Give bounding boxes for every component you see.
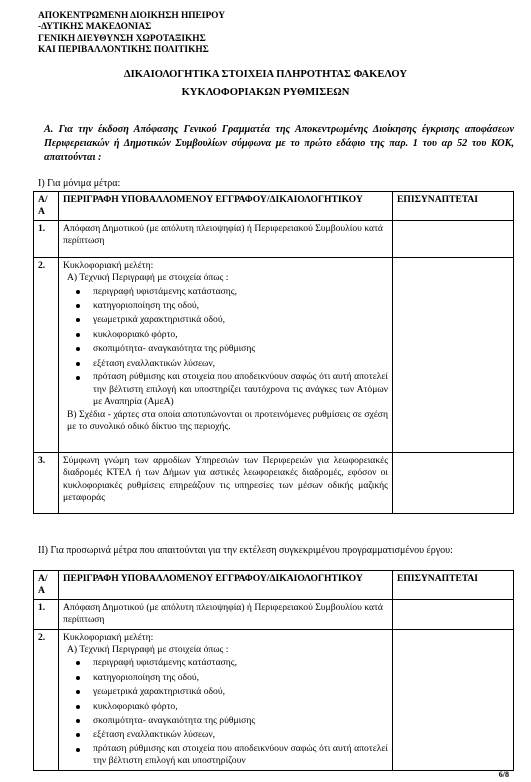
list-item: πρόταση ρύθμισης και στοιχεία που αποδεικνύουν σαφώς ότι αυτή αποτελεί την βέλτιστη επιλογή και υποστηρίζουν <box>87 743 388 768</box>
attached-cell <box>393 629 514 770</box>
document-title <box>0 66 531 102</box>
title-line: ΔΙΚΑΙΟΛΟΓΗΤΙΚΑ ΣΤΟΙΧΕΙΑ ΠΛΗΡΟΤΗΤΑΣ ΦΑΚΕΛΟΥ <box>123 69 408 80</box>
column-header-attached: ΕΠΙΣΥΝΑΠΤΕΤΑΙ <box>393 571 514 600</box>
permanent-measures-label: Ι) Για μόνιμα μέτρα: <box>38 178 121 189</box>
drawings-maps-item: Β) Σχέδια - χάρτες στα οποία αποτυπώνονται οι προτεινόμενες ρυθμίσεις σε σχέση με το συνολικό οδικό δίκτυο της περιοχής. <box>67 408 388 433</box>
list-item: περιγραφή υφιστάμενης κατάστασης, <box>87 285 388 299</box>
column-header-number: Α/Α <box>34 192 59 221</box>
attached-cell <box>393 599 514 629</box>
header-line: ΓΕΝΙΚΗ ΔΙΕΥΘΥΝΣΗ ΧΩΡΟΤΑΞΙΚΗΣ <box>38 33 206 44</box>
column-header-number: Α/Α <box>34 571 59 600</box>
table-header-row <box>34 571 514 600</box>
technical-description-heading: Α) Τεχνική Περιγραφή με στοιχεία όπως : <box>67 644 229 656</box>
header-line: -ΔΥΤΙΚΗΣ ΜΑΚΕΔΟΝΙΑΣ <box>38 22 152 33</box>
row-description: Απόφαση Δημοτικού (με απόλυτη πλειοψηφία) ή Περιφερειακού Συμβουλίου κατά περίπτωση <box>59 220 393 257</box>
table-header-row <box>34 192 514 221</box>
temporary-measures-table <box>33 570 514 771</box>
attached-cell <box>393 257 514 452</box>
list-item: κατηγοριοποίηση της οδού, <box>87 671 388 685</box>
table-row <box>34 257 514 452</box>
temporary-measures-label: ΙΙ) Για προσωρινά μέτρα που απαιτούνται για την εκτέλεση συγκεκριμένου προγραμματισμένου έργου: <box>38 545 453 556</box>
row-number: 1. <box>34 220 59 257</box>
column-header-attached: ΕΠΙΣΥΝΑΠΤΕΤΑΙ <box>393 192 514 221</box>
list-item: κατηγοριοποίηση της οδού, <box>87 299 388 313</box>
header-line: ΑΠΟΚΕΝΤΡΩΜΕΝΗ ΔΙΟΙΚΗΣΗ ΗΠΕΙΡΟΥ <box>38 11 225 21</box>
list-item: κυκλοφοριακό φόρτο, <box>87 328 388 342</box>
title-line: ΚΥΚΛΟΦΟΡΙΑΚΩΝ ΡΥΘΜΙΣΕΩΝ <box>181 87 350 98</box>
page-number: 6/8 <box>498 770 509 779</box>
section-a-paragraph: Α. Για την έκδοση Απόφασης Γενικού Γραμματέα της Αποκεντρωμένης Διοίκησης έγκρισης αποφάσεων Περιφερειακών ή Δημοτικών Συμβουλίων σύμφωνα με το πρώτο εδάφιο της παρ. 1 του αρ 52 του ΚΟΚ, απαιτούνται : <box>44 124 514 163</box>
list-item: εξέταση εναλλακτικών λύσεων, <box>87 728 388 742</box>
attached-cell <box>393 220 514 257</box>
list-item: γεωμετρικά χαρακτηριστικά οδού, <box>87 313 388 327</box>
attached-cell <box>393 452 514 513</box>
technical-description-list <box>63 656 388 768</box>
list-item: κυκλοφοριακό φόρτο, <box>87 700 388 714</box>
row-description <box>59 629 393 770</box>
table-row <box>34 220 514 257</box>
study-title: Κυκλοφοριακή μελέτη: <box>63 631 154 643</box>
list-item: σκοπιμότητα- αναγκαιότητα της ρύθμισης <box>87 342 388 356</box>
study-title: Κυκλοφοριακή μελέτη: <box>63 259 154 271</box>
row-number: 1. <box>34 599 59 629</box>
technical-description-list <box>63 285 388 409</box>
header-line: ΚΑΙ ΠΕΡΙΒΑΛΛΟΝΤΙΚΗΣ ΠΟΛΙΤΙΚΗΣ <box>38 45 209 56</box>
list-item: περιγραφή υφιστάμενης κατάστασης, <box>87 656 388 670</box>
permanent-measures-table <box>33 191 514 514</box>
row-description: Σύμφωνη γνώμη των αρμοδίων Υπηρεσιών των Περιφερειών για λεωφορειακές διαδρομές ΚΤΕΛ ή των Δήμων για αστικές λεωφορειακές διαδρομές, εφόσον οι κυκλοφοριακές ρυθμίσεις επηρεάζουν τις υπηρεσίες των μέσων οδικής μαζικής μεταφοράς <box>59 452 393 513</box>
row-number: 2. <box>34 257 59 452</box>
column-header-description: ΠΕΡΙΓΡΑΦΗ ΥΠΟΒΑΛΛΟΜΕΝΟΥ ΕΓΓΡΑΦΟΥ/ΔΙΚΑΙΟΛΟΓΗΤΙΚΟΥ <box>59 192 393 221</box>
issuing-authority-header <box>38 11 225 57</box>
row-description <box>59 257 393 452</box>
table-row <box>34 599 514 629</box>
list-item: πρόταση ρύθμισης και στοιχεία που αποδεικνύουν σαφώς ότι αυτή αποτελεί την βέλτιστη επιλογή και υποστηρίζει ταυτόχρονα τις ανάγκες των Ατόμων με Αναπηρία (ΑμεΑ) <box>87 371 388 409</box>
list-item: εξέταση εναλλακτικών λύσεων, <box>87 357 388 371</box>
column-header-description: ΠΕΡΙΓΡΑΦΗ ΥΠΟΒΑΛΛΟΜΕΝΟΥ ΕΓΓΡΑΦΟΥ/ΔΙΚΑΙΟΛΟΓΗΤΙΚΟΥ <box>59 571 393 600</box>
row-number: 3. <box>34 452 59 513</box>
technical-description-heading: Α) Τεχνική Περιγραφή με στοιχεία όπως : <box>67 272 229 284</box>
table-row <box>34 452 514 513</box>
row-number: 2. <box>34 629 59 770</box>
list-item: σκοπιμότητα- αναγκαιότητα της ρύθμισης <box>87 714 388 728</box>
table-row <box>34 629 514 770</box>
list-item: γεωμετρικά χαρακτηριστικά οδού, <box>87 685 388 699</box>
row-description: Απόφαση Δημοτικού (με απόλυτη πλειοψηφία) ή Περιφερειακού Συμβουλίου κατά περίπτωση <box>59 599 393 629</box>
